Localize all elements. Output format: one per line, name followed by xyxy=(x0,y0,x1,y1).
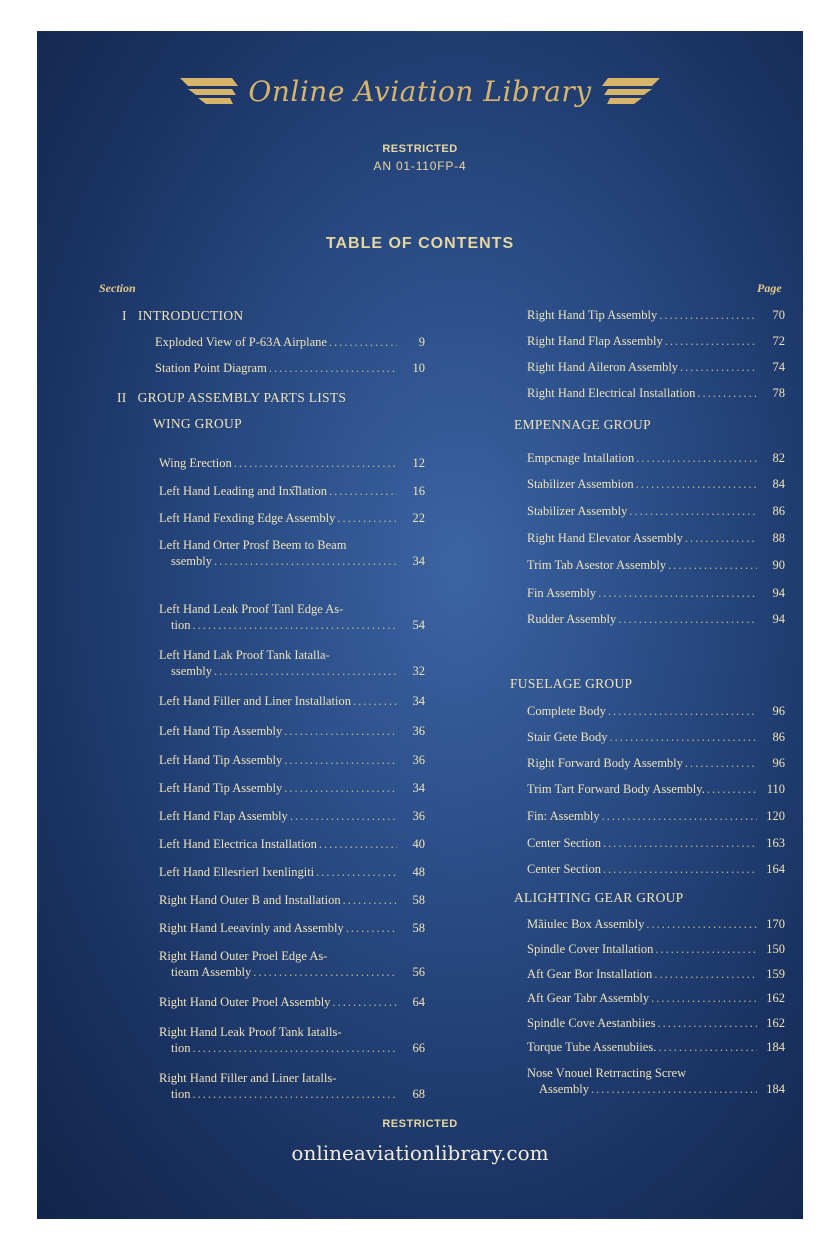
toc-entry-page: 34 xyxy=(412,694,425,708)
toc-entry xyxy=(159,455,425,471)
toc-entry-page: 170 xyxy=(766,917,785,931)
toc-entry-page: 16 xyxy=(412,484,425,498)
toc-entry-title: Right Hand Tip Assembly xyxy=(527,308,658,322)
toc-entry-page: 159 xyxy=(766,967,785,981)
toc-entry-title-line: Nose Vnouel Retrracting Screw xyxy=(527,1066,687,1080)
toc-entry-title: tieam Assembly xyxy=(171,965,252,979)
toc-entry-page: 86 xyxy=(772,504,785,518)
toc-entry-title: Stair Gete Body xyxy=(527,730,608,744)
toc-entry-title-line: Left Hand Leak Proof Tanl Edge As- xyxy=(159,602,344,616)
toc-entry xyxy=(527,530,785,546)
toc-entry xyxy=(527,990,785,1006)
dot-leader xyxy=(214,663,397,679)
dot-leader xyxy=(603,861,757,877)
toc-entry xyxy=(527,611,785,627)
dot-leader xyxy=(192,1040,397,1056)
toc-entry-page: 36 xyxy=(412,753,425,767)
toc-entry xyxy=(159,1070,425,1102)
dot-leader xyxy=(290,808,397,824)
document-number: AN 01-110FP-4 xyxy=(373,159,467,173)
toc-entry xyxy=(527,450,785,466)
toc-entry xyxy=(527,835,785,851)
toc-entry-page: 90 xyxy=(772,558,785,572)
dot-leader xyxy=(269,360,397,376)
dot-leader xyxy=(665,333,757,349)
toc-entry-page: 32 xyxy=(412,664,425,678)
toc-entry-title: tion xyxy=(171,1041,191,1055)
toc-entry xyxy=(159,864,425,880)
toc-entry-title: Spindle Cove Aestanbiies xyxy=(527,1016,656,1030)
section-number: II xyxy=(117,390,127,405)
toc-entry-page: 40 xyxy=(412,837,425,851)
toc-entry-title-line: Right Hand Filler and Liner Iatalls- xyxy=(159,1071,337,1085)
toc-entry xyxy=(527,755,785,771)
dot-leader xyxy=(629,503,757,519)
toc-entry xyxy=(159,537,425,569)
dot-leader xyxy=(680,359,757,375)
toc-entry-page: 162 xyxy=(766,991,785,1005)
dot-leader xyxy=(329,483,397,499)
website-url: onlineaviationlibrary.com xyxy=(291,1141,549,1165)
toc-entry-page: 184 xyxy=(766,1040,785,1054)
toc-entry-page: 22 xyxy=(412,511,425,525)
toc-entry-title: tion xyxy=(171,618,191,632)
toc-entry xyxy=(527,808,785,824)
group-heading-fuselage: FUSELAGE GROUP xyxy=(510,676,633,691)
dot-leader xyxy=(346,920,397,936)
toc-entry xyxy=(527,1015,785,1031)
toc-entry xyxy=(527,703,785,719)
dot-leader xyxy=(598,585,757,601)
toc-entry xyxy=(159,483,425,499)
toc-entry-page: 56 xyxy=(412,965,425,979)
dot-leader xyxy=(192,1086,397,1102)
brand-name: Online Aviation Library xyxy=(248,74,592,108)
dot-leader xyxy=(253,964,397,980)
dot-leader xyxy=(651,990,757,1006)
toc-entry-title: Complete Body xyxy=(527,704,606,718)
toc-entry xyxy=(527,585,785,601)
dot-leader xyxy=(636,450,757,466)
group-heading-wing: WING GROUP xyxy=(153,416,242,431)
toc-entry-title-line: Right Hand Leak Proof Tank Iatalls- xyxy=(159,1025,342,1039)
dot-leader xyxy=(343,892,397,908)
toc-entry xyxy=(527,1065,785,1097)
toc-entry xyxy=(527,729,785,745)
toc-entry xyxy=(527,861,785,877)
toc-entry-page: 58 xyxy=(412,893,425,907)
dot-leader xyxy=(284,752,397,768)
toc-entry-title: Left Hand Ellesrierl Ixenlingiti xyxy=(159,865,315,879)
brand-logo xyxy=(37,71,803,111)
restricted-label-top: RESTRICTED xyxy=(382,143,458,155)
section-column-header: Section xyxy=(99,281,136,295)
toc-entry-page: 58 xyxy=(412,921,425,935)
toc-entry-page: 70 xyxy=(772,308,785,322)
group-heading-empennage: EMPENNAGE GROUP xyxy=(514,417,651,432)
toc-entry-title: Right Hand Outer B and Installation xyxy=(159,893,341,907)
toc-entry-title: Right Forward Body Assembly xyxy=(527,756,683,770)
dot-leader xyxy=(284,780,397,796)
section-number: I xyxy=(122,308,127,323)
toc-entry-title: Aft Gear Bor Installation xyxy=(527,967,653,981)
dot-leader xyxy=(636,476,757,492)
group-heading-alighting-gear: ALIGHTING GEAR GROUP xyxy=(514,890,684,905)
toc-entry-page: 48 xyxy=(412,865,425,879)
dot-leader xyxy=(658,1039,757,1055)
toc-entry-page: 94 xyxy=(772,586,785,600)
toc-entry-page: 12 xyxy=(412,456,425,470)
toc-entry-title: Left Hand Filler and Liner Installation xyxy=(159,694,351,708)
toc-entry-title: Exploded View of P-63A Airplane xyxy=(155,335,327,349)
toc-entry xyxy=(159,601,425,633)
toc-entry xyxy=(159,780,425,796)
restricted-label-bottom: RESTRICTED xyxy=(382,1118,458,1130)
toc-entry xyxy=(527,966,785,982)
toc-entry-title: Mãiulec Box Assembly xyxy=(527,917,645,931)
toc-entry-title: Left Hand Electrica Installation xyxy=(159,837,317,851)
toc-entry xyxy=(159,948,425,980)
toc-entry-title: Right Hand Outer Proel Assembly xyxy=(159,995,331,1009)
toc-entry-page: 82 xyxy=(772,451,785,465)
toc-entry-page: 86 xyxy=(772,730,785,744)
toc-entry-title: Left Hand Tip Assembly xyxy=(159,781,283,795)
toc-entry-title: Fin: Assembly xyxy=(527,809,600,823)
dot-leader xyxy=(337,510,397,526)
dot-leader xyxy=(657,1015,757,1031)
toc-entry xyxy=(159,693,425,709)
page-title: TABLE OF CONTENTS xyxy=(325,235,515,252)
dot-leader xyxy=(608,703,757,719)
dot-leader xyxy=(602,808,757,824)
toc-entry xyxy=(159,808,425,824)
document-page xyxy=(37,31,803,1219)
toc-entry-page: 96 xyxy=(772,704,785,718)
toc-entry-title: Stabilizer Assembly xyxy=(527,504,628,518)
dot-leader xyxy=(284,723,397,739)
dot-leader xyxy=(333,994,397,1010)
toc-entry xyxy=(159,510,425,526)
toc-entry xyxy=(159,892,425,908)
dot-leader xyxy=(234,455,397,471)
toc-entry xyxy=(159,920,425,936)
right-wing-icon xyxy=(602,74,660,108)
dot-leader xyxy=(610,729,757,745)
toc-entry-page: 66 xyxy=(412,1041,425,1055)
toc-entry xyxy=(527,307,785,323)
dot-leader xyxy=(591,1081,757,1097)
toc-entry-title: Assembly xyxy=(539,1082,589,1096)
toc-entry xyxy=(527,333,785,349)
toc-entry-page: 164 xyxy=(766,862,785,876)
dot-leader xyxy=(697,385,757,401)
toc-entry xyxy=(159,752,425,768)
toc-entry-title: Spindle Cover Intallation xyxy=(527,942,654,956)
toc-entry-page: 84 xyxy=(772,477,785,491)
dot-leader xyxy=(655,941,757,957)
toc-entry-title: Empcnage Intallation xyxy=(527,451,635,465)
toc-entry-page: 9 xyxy=(418,335,425,349)
toc-entry-page: 34 xyxy=(412,781,425,795)
toc-entry-page: 54 xyxy=(412,618,425,632)
toc-entry-page: 68 xyxy=(412,1087,425,1101)
section-title: INTRODUCTION xyxy=(137,308,244,323)
toc-entry-page: 163 xyxy=(766,836,785,850)
toc-entry-page: 184 xyxy=(766,1082,785,1096)
toc-entry-page: 74 xyxy=(772,360,785,374)
toc-entry-page: 162 xyxy=(766,1016,785,1030)
toc-entry-title: tion xyxy=(171,1087,191,1101)
left-wing-icon xyxy=(180,74,238,108)
toc-entry-title: ssembly xyxy=(171,554,212,568)
toc-entry-title: Left Hand Fexding Edge Assembly xyxy=(159,511,336,525)
toc-entry xyxy=(527,941,785,957)
toc-entry xyxy=(159,1024,425,1056)
toc-entry-page: 34 xyxy=(412,554,425,568)
toc-entry-page: 94 xyxy=(772,612,785,626)
toc-entry-page: 36 xyxy=(412,809,425,823)
dot-leader xyxy=(707,781,757,797)
toc-entry xyxy=(527,916,785,932)
dot-leader xyxy=(214,553,397,569)
toc-entry-page: 88 xyxy=(772,531,785,545)
dot-leader xyxy=(192,617,397,633)
toc-entry xyxy=(527,503,785,519)
toc-entry-title: Trim Tart Forward Body Assembly. xyxy=(527,782,705,796)
section-title: GROUP ASSEMBLY PARTS LISTS xyxy=(137,390,347,405)
toc-entry xyxy=(155,360,425,376)
toc-entry-title: Right Hand Elevator Assembly xyxy=(527,531,683,545)
toc-entry-title: Right Hand Leeavinly and Assembly xyxy=(159,921,344,935)
toc-entry-title-line: Left Hand Orter Prosf Beem to Beam xyxy=(159,538,347,552)
toc-entry-title: Center Section xyxy=(527,862,601,876)
toc-entry-page: 120 xyxy=(766,809,785,823)
toc-entry-title: Aft Gear Tabr Assembly xyxy=(527,991,650,1005)
dot-leader xyxy=(685,530,757,546)
toc-entry-page: 36 xyxy=(412,724,425,738)
toc-entry-title: Station Point Diagram xyxy=(155,361,267,375)
toc-entry-title: Left Hand Flap Assembly xyxy=(159,809,288,823)
toc-entry xyxy=(527,359,785,375)
toc-entry xyxy=(527,385,785,401)
toc-entry-title: Right Hand Flap Assembly xyxy=(527,334,663,348)
toc-entry-title: Left Hand Tip Assembly xyxy=(159,724,283,738)
dot-leader xyxy=(329,334,397,350)
toc-entry-page: 72 xyxy=(772,334,785,348)
toc-entry-title: Left Hand Tip Assembly xyxy=(159,753,283,767)
toc-entry-title: Rudder Assembly xyxy=(527,612,617,626)
toc-entry-page: 64 xyxy=(412,995,425,1009)
toc-entry-title: Torque Tube Assenubiies. xyxy=(527,1040,657,1054)
toc-entry-title-line: Left Hand Lak Proof Tank Iatalla- xyxy=(159,648,330,662)
toc-entry xyxy=(527,1039,785,1055)
toc-entry xyxy=(527,557,785,573)
toc-entry-title: Right Hand Aileron Assembly xyxy=(527,360,679,374)
toc-entry-title: Fin Assembly xyxy=(527,586,597,600)
toc-entry-title: Stabilizer Assembion xyxy=(527,477,634,491)
toc-entry-page: 110 xyxy=(766,782,785,796)
toc-entry-title: Left Hand Leading and Inx͡llation xyxy=(159,484,327,498)
toc-entry-title: Trim Tab Asestor Assembly xyxy=(527,558,667,572)
section-heading-group-assembly xyxy=(117,390,346,406)
dot-leader xyxy=(316,864,397,880)
dot-leader xyxy=(353,693,397,709)
dot-leader xyxy=(618,611,757,627)
dot-leader xyxy=(319,836,397,852)
toc-entry xyxy=(527,476,785,492)
toc-entry-page: 78 xyxy=(772,386,785,400)
dot-leader xyxy=(685,755,757,771)
dot-leader xyxy=(603,835,757,851)
toc-entry-title: ssembly xyxy=(171,664,212,678)
toc-entry xyxy=(159,994,425,1010)
toc-entry xyxy=(155,334,425,350)
toc-entry-page: 10 xyxy=(412,361,425,375)
toc-entry xyxy=(527,781,785,797)
toc-entry xyxy=(159,647,425,679)
toc-entry-title: Right Hand Electrical Installation xyxy=(527,386,696,400)
page-column-header: Page xyxy=(757,281,782,295)
toc-entry-title-line: Right Hand Outer Proel Edge As- xyxy=(159,949,328,963)
toc-entry-title: Center Section xyxy=(527,836,601,850)
dot-leader xyxy=(668,557,757,573)
toc-entry xyxy=(159,723,425,739)
dot-leader xyxy=(659,307,757,323)
dot-leader xyxy=(646,916,757,932)
section-heading-introduction xyxy=(122,308,243,324)
toc-entry-page: 96 xyxy=(772,756,785,770)
toc-entry-title: Wing Erection xyxy=(159,456,232,470)
toc-entry-page: 150 xyxy=(766,942,785,956)
dot-leader xyxy=(654,966,757,982)
toc-entry xyxy=(159,836,425,852)
